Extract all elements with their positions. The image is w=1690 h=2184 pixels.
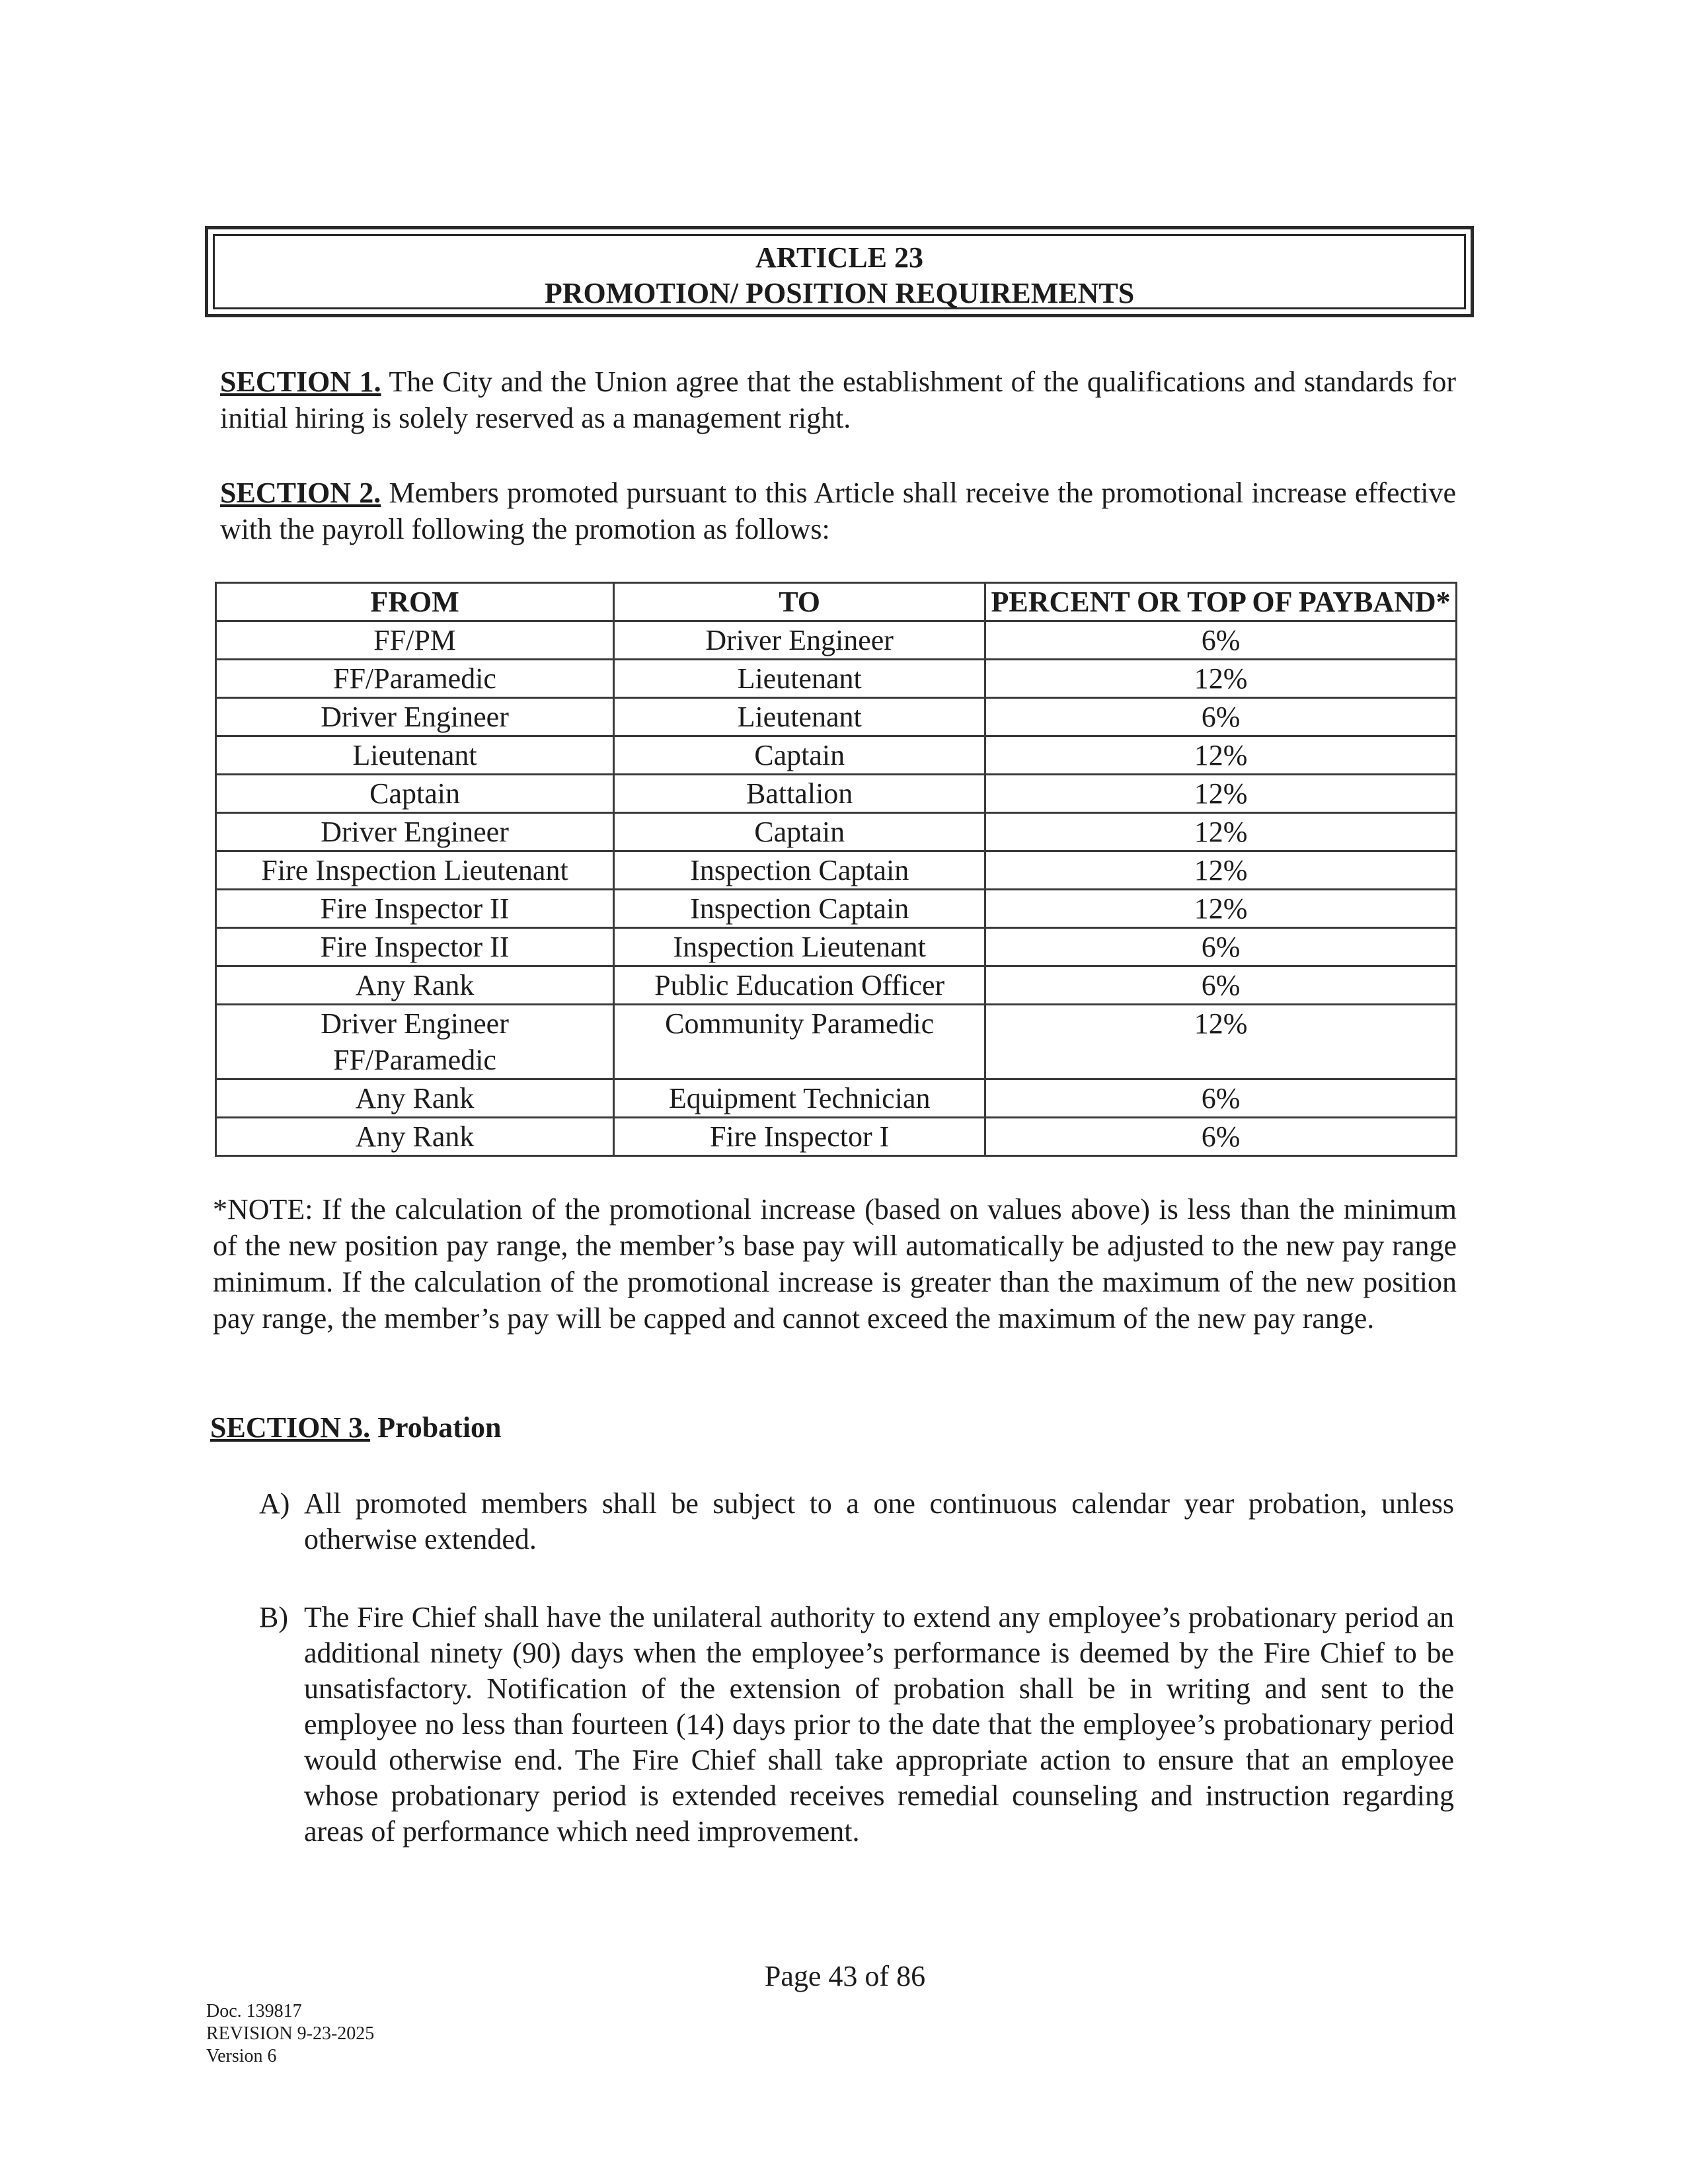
cell-from: Any Rank	[216, 966, 614, 1005]
section-3-heading: SECTION 3.	[210, 1411, 371, 1444]
table-note: *NOTE: If the calculation of the promotional increase (based on values above) is less than the minimum of the new position pay range, the member’s base pay will automatically be adjusted to the new pay range minimum. If the calculation of the promotional increase is greater than the maximum of the new position pay range, the member’s pay will be capped and cannot exceed the maximum of the new pay range.	[213, 1193, 1457, 1335]
cell-percent: 6%	[985, 621, 1457, 660]
cell-to: Fire Inspector I	[614, 1118, 985, 1156]
cell-percent: 6%	[985, 1118, 1457, 1156]
cell-percent: 12%	[985, 660, 1457, 698]
cell-from: Fire Inspector II	[216, 890, 614, 928]
cell-percent: 12%	[985, 851, 1457, 890]
article-number: ARTICLE 23	[755, 241, 923, 274]
table-header-row	[216, 583, 1457, 621]
table-row	[216, 1118, 1457, 1156]
cell-from-line-1: Driver Engineer	[321, 1007, 509, 1040]
table-row	[216, 621, 1457, 660]
cell-to: Lieutenant	[614, 660, 985, 698]
cell-from: FF/Paramedic	[216, 660, 614, 698]
table-row	[216, 660, 1457, 698]
cell-from: Fire Inspection Lieutenant	[216, 851, 614, 890]
section-1-heading: SECTION 1.	[220, 366, 381, 398]
probation-item-b	[259, 1600, 1454, 1850]
table-row	[216, 736, 1457, 775]
cell-percent: 12%	[985, 1005, 1457, 1079]
section-3-heading-line	[210, 1409, 1453, 1446]
cell-from: Fire Inspector II	[216, 928, 614, 966]
item-text: All promoted members shall be subject to a one continuous calendar year probation, unless otherwise extended.	[304, 1487, 1454, 1555]
cell-to: Captain	[614, 736, 985, 775]
header-from: FROM	[216, 583, 614, 621]
cell-from: Driver Engineer	[216, 698, 614, 736]
section-2-heading: SECTION 2.	[220, 477, 381, 509]
cell-from-line-2: FF/Paramedic	[333, 1044, 496, 1076]
header-percent: PERCENT OR TOP OF PAYBAND*	[985, 583, 1457, 621]
cell-from	[216, 1005, 614, 1079]
table-row	[216, 851, 1457, 890]
page-number: Page 43 of 86	[764, 1960, 926, 1992]
cell-percent: 6%	[985, 966, 1457, 1005]
cell-percent: 6%	[985, 928, 1457, 966]
section-3-title: Probation	[377, 1411, 502, 1444]
header-to: TO	[614, 583, 985, 621]
item-text: The Fire Chief shall have the unilateral authority to extend any employee’s probationary period an additional ninety (90) days when the employee’s performance is deemed by the Fire Chief to be unsatisfactory. Notification of the extension of probation shall be in writing and sent to the employee no less than fourteen (14) days prior to the date that the employee’s probationary period would otherwise end. The Fire Chief shall take appropriate action to ensure that an employee whose probationary period is extended receives remedial counseling and instruction regarding areas of performance which need improvement.	[304, 1601, 1454, 1848]
item-label: B)	[259, 1601, 288, 1633]
cell-from: Driver Engineer	[216, 813, 614, 851]
cell-to: Inspection Captain	[614, 851, 985, 890]
document-info	[206, 2000, 374, 2068]
doc-version: Version 6	[206, 2046, 277, 2066]
cell-percent: 6%	[985, 698, 1457, 736]
cell-from: Lieutenant	[216, 736, 614, 775]
section-1	[220, 364, 1456, 436]
doc-revision: REVISION 9-23-2025	[206, 2023, 375, 2044]
doc-number: Doc. 139817	[206, 2001, 302, 2021]
article-heading: PROMOTION/ POSITION REQUIREMENTS	[544, 277, 1135, 309]
table-row	[216, 1005, 1457, 1079]
cell-percent: 12%	[985, 775, 1457, 813]
item-label: A)	[259, 1487, 290, 1520]
cell-to: Inspection Captain	[614, 890, 985, 928]
table-row	[216, 698, 1457, 736]
cell-to: Inspection Lieutenant	[614, 928, 985, 966]
cell-percent: 12%	[985, 813, 1457, 851]
probation-item-a	[259, 1486, 1454, 1557]
section-1-text: The City and the Union agree that the establishment of the qualifications and standards for initial hiring is solely reserved as a management right.	[220, 366, 1456, 434]
promotion-table	[215, 582, 1457, 1157]
cell-from: Any Rank	[216, 1118, 614, 1156]
cell-to: Lieutenant	[614, 698, 985, 736]
cell-to: Equipment Technician	[614, 1079, 985, 1118]
section-2-text: Members promoted pursuant to this Article shall receive the promotional increase effective with the payroll following the promotion as follows:	[220, 477, 1456, 545]
cell-to: Captain	[614, 813, 985, 851]
table-row	[216, 966, 1457, 1005]
table-row	[216, 928, 1457, 966]
cell-to: Community Paramedic	[614, 1005, 985, 1079]
table-row	[216, 1079, 1457, 1118]
cell-to: Battalion	[614, 775, 985, 813]
article-title-box	[205, 226, 1474, 317]
section-2	[220, 475, 1456, 547]
cell-from: FF/PM	[216, 621, 614, 660]
cell-percent: 12%	[985, 890, 1457, 928]
cell-to: Public Education Officer	[614, 966, 985, 1005]
cell-to: Driver Engineer	[614, 621, 985, 660]
cell-percent: 12%	[985, 736, 1457, 775]
table-row	[216, 890, 1457, 928]
table-row	[216, 775, 1457, 813]
cell-percent: 6%	[985, 1079, 1457, 1118]
cell-from: Captain	[216, 775, 614, 813]
table-row	[216, 813, 1457, 851]
article-title	[213, 234, 1466, 309]
cell-from: Any Rank	[216, 1079, 614, 1118]
